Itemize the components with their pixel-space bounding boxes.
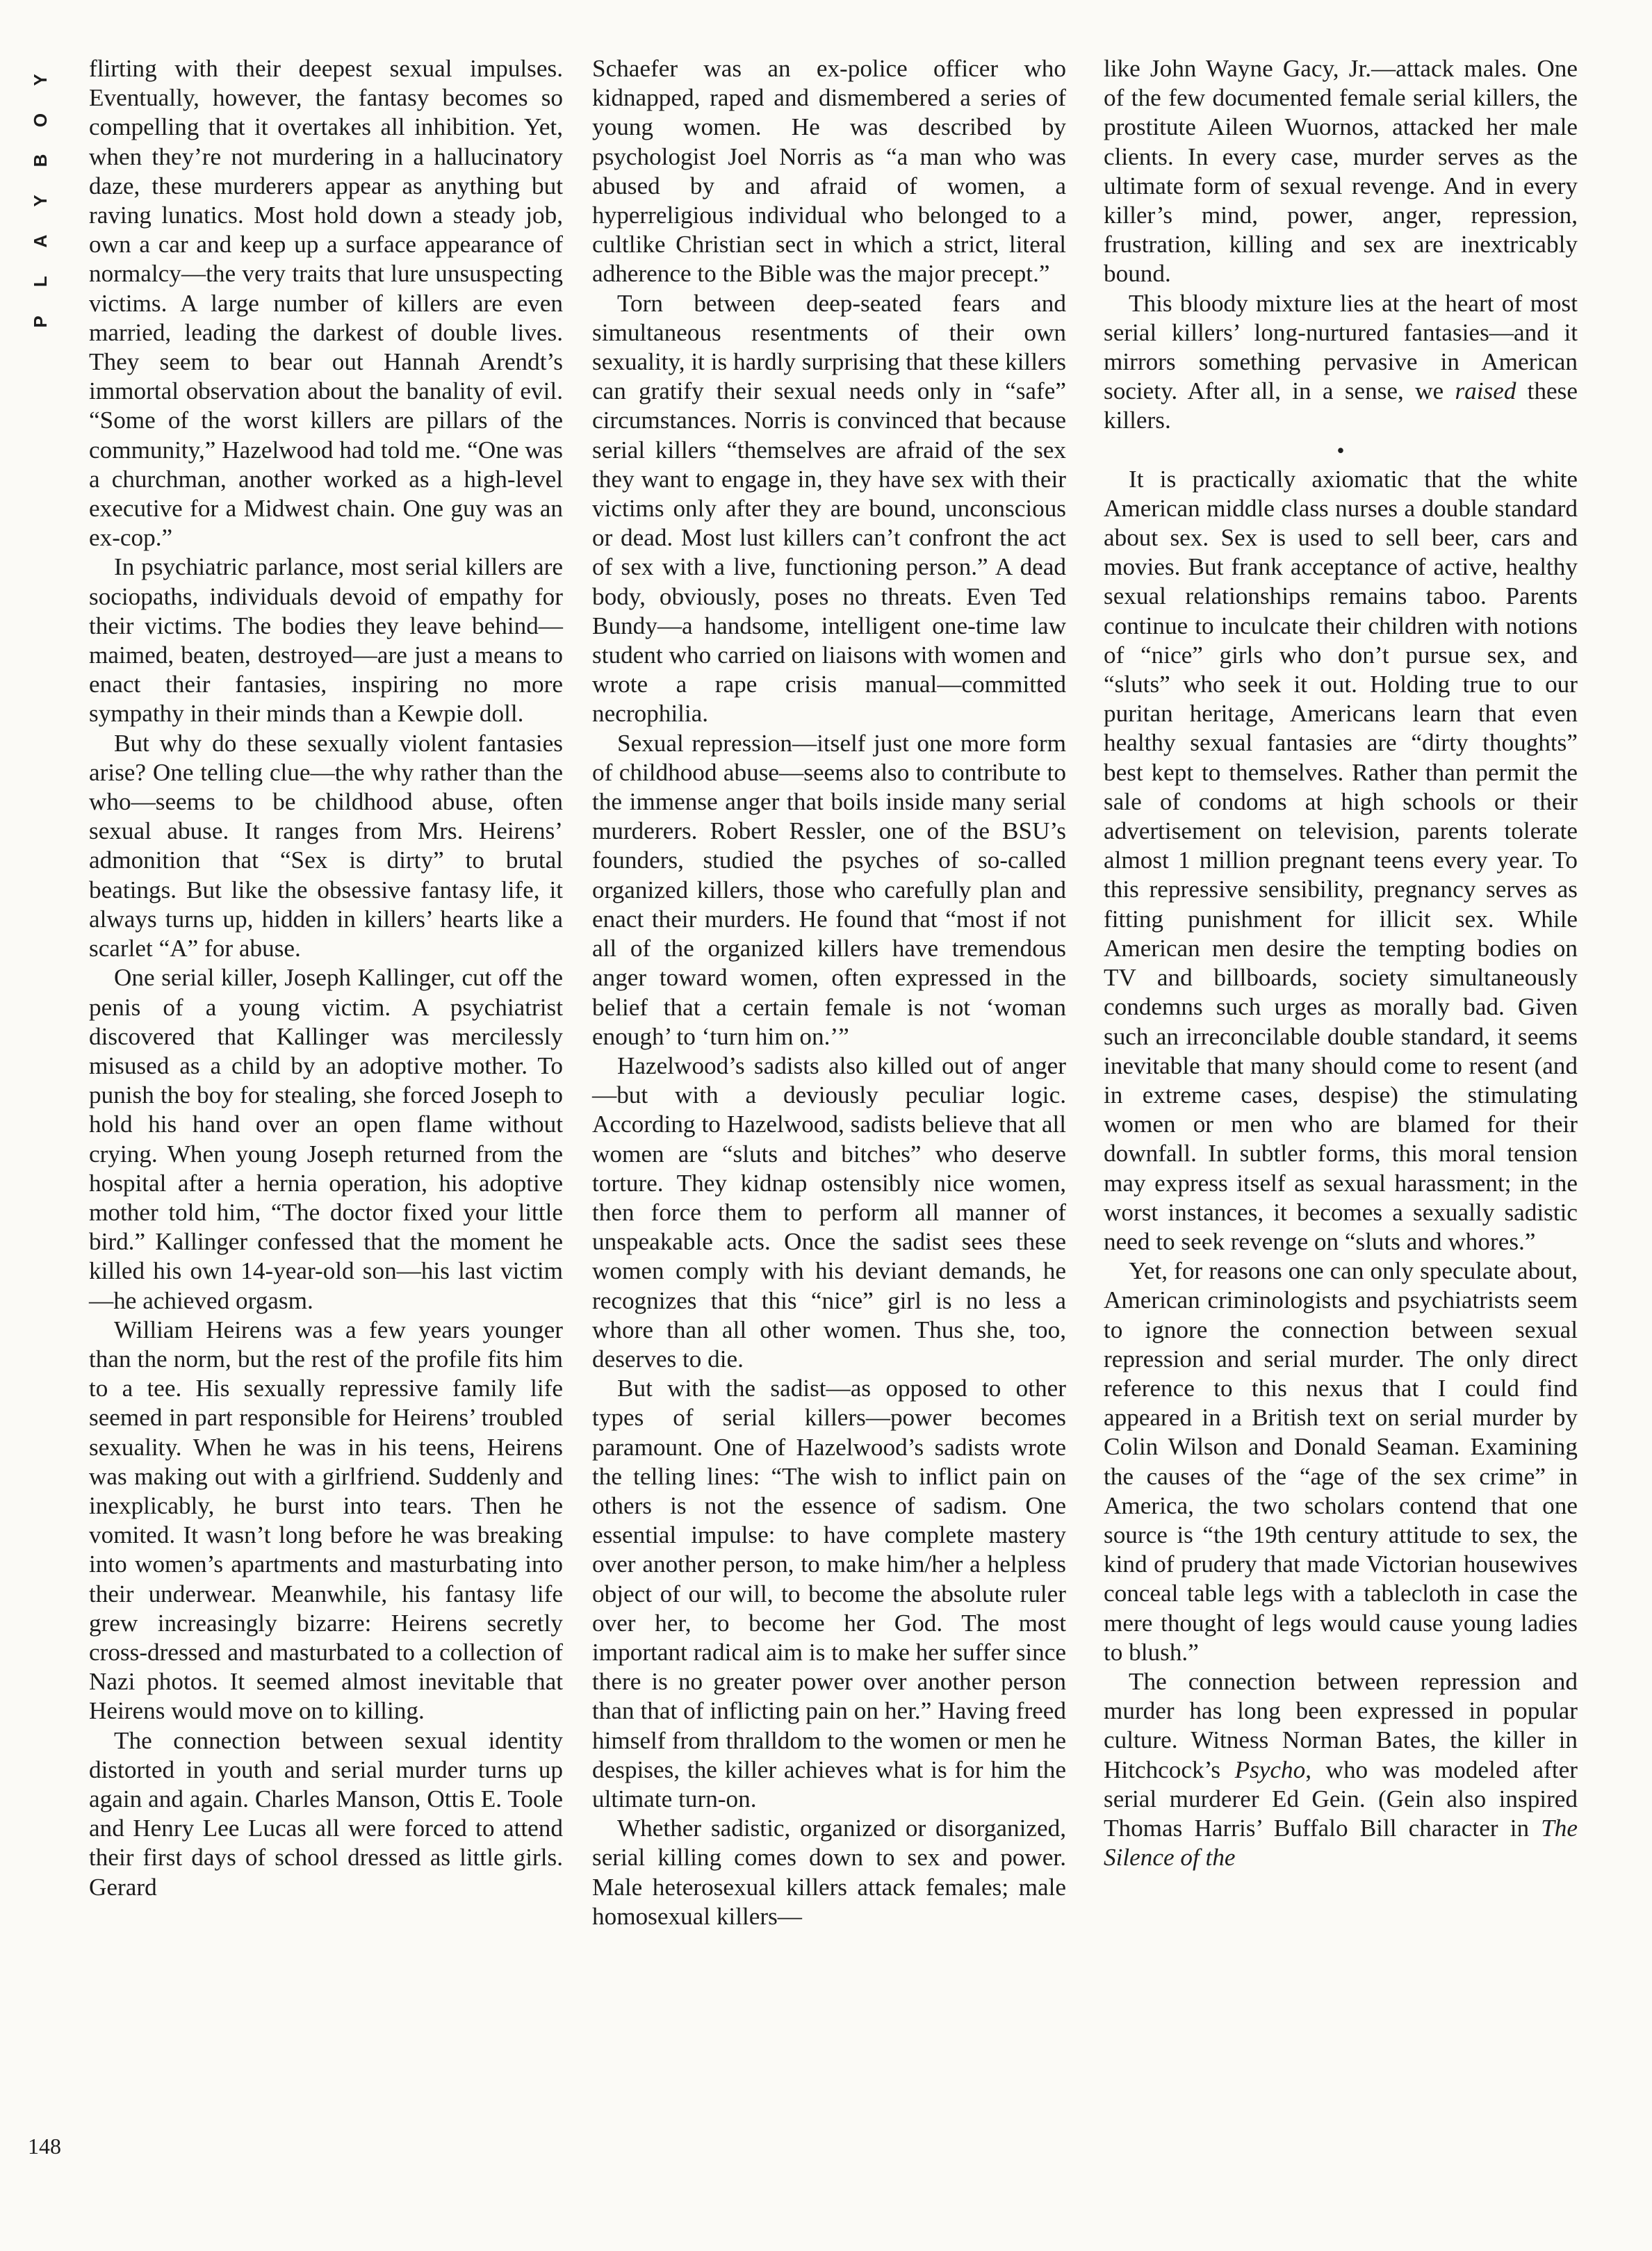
paragraph: Whether sadistic, organized or disorganized, serial killing comes down to sex and power. Male heterosexual killers attack females; male homosexual killers— [592,1815,1066,1930]
paragraph: One serial killer, Joseph Kallinger, cut off the penis of a young victim. A psychiatrist discovered that Kallinger was mercilessly misused as a child by an adoptive mother. To punish the boy for stealing, she forced Joseph to hold his hand over an open flame without crying. When young Joseph returned from the hospital after a hernia operation, his adoptive mother told him, “The doctor fixed your little bird.” Kallinger confessed that the moment he killed his own 14-year-old son—his last victim—he achieved orgasm. [89,964,563,1314]
paragraph: Hazelwood’s sadists also killed out of anger—but with a deviously peculiar logic. According to Hazelwood, sadists believe that all women are “sluts and bitches” who deserve torture. They kidnap ostensibly nice women, then force them to perform all manner of unspeakable acts. Once the sadist sees these women comply with his deviant demands, he recognizes that this “nice” girl is no less a whore than all other women. Thus she, too, deserves to die. [592,1051,1066,1373]
sidebar-letter: B [30,154,51,167]
paragraph: But why do these sexually violent fantasies arise? One telling clue—the why rather than the who—seems to be childhood abuse, often sexual abuse. It ranges from Mrs. Heirens’ admonition that “Sex is dirty” to brutal beatings. But like the obsessive fantasy life, it always turns up, hidden in killers’ hearts like a scarlet “A” for abuse. [89,729,563,963]
paragraph: Schaefer was an ex-police officer who kidnapped, raped and dismembered a series of young women. He was described by psychologist Joel Norris as “a man who was abused by and afraid of women, a hyperreligious individual who belonged to a cultlike Christian sect in which a strict, literal adherence to the Bible was the major precept.” [592,55,1066,288]
paragraph: Torn between deep-seated fears and simultaneous resentments of their own sexuality, it is hardly surprising that these killers can gratify their sexual needs only in “safe” circumstances. Norris is convinced that because serial killers “themselves are afraid of the sex they want to engage in, they have sex with their victims only after they are bound, unconscious or dead. Most lust killers can’t confront the act of sex with a live, functioning person.” A dead body, obviously, poses no threats. Even Ted Bundy—a handsome, intelligent one-time law student who carried on liaisons with women and wrote a rape crisis manual—committed necrophilia. [592,289,1066,728]
paragraph: But with the sadist—as opposed to other types of serial killers—power becomes paramount. One of Hazelwood’s sadists wrote the telling lines: “The wish to inflict pain on others is not the essence of sadism. One essential impulse: to have complete mastery over another person, to make him/her a helpless object of our will, to become the absolute ruler over her, to become her God. The most important radical aim is to make her suffer since there is no greater power over another person than that of inflicting pain on her.” Having freed himself from thralldom to the women or men he despises, the killer achieves what is for him the ultimate turn-on. [592,1375,1066,1812]
paragraph: Sexual repression—itself just one more form of childhood abuse—seems also to contribute to the immense anger that boils inside many serial murderers. Robert Ressler, one of the BSU’s founders, studied the psyches of so-called organized killers, those who carefully plan and enact their murders. He found that “most if not all of the organized killers have tremendous anger toward women, often expressed in the belief that a certain female is not ‘woman enough’ to ‘turn him on.’” [592,729,1066,1050]
sidebar-letter: A [30,234,51,248]
sidebar-letter: L [30,276,51,287]
text-column-3 [1104,54,1578,1872]
paragraph: In psychiatric parlance, most serial killers are sociopaths, individuals devoid of empathy for their victims. The bodies they leave behind—maimed, beaten, destroyed—are just a means to enact their fantasies, inspiring no more sympathy in their minds than a Kewpie doll. [89,553,563,728]
sidebar-letter: Y [30,74,51,86]
text-column-2 [592,54,1066,1931]
section-break: • [1336,437,1345,463]
magazine-sidebar [30,60,64,342]
paragraph: The connection between repression and murder has long been expressed in popular culture. Witness Norman Bates, the killer in Hitchcock’s Psycho, who was modeled after serial murderer Ed Gein. (Gein also inspired Thomas Harris’ Buffalo Bill character in The Silence of the [1104,1667,1578,1872]
paragraph: William Heirens was a few years younger than the norm, but the rest of the profile fits him to a tee. His sexually repressive family life seemed in part responsible for Heirens’ troubled sexuality. When he was in his teens, Heirens was making out with a girlfriend. Suddenly and inexplicably, he burst into tears. Then he vomited. It wasn’t long before he was breaking into women’s apartments and masturbating into their underwear. Meanwhile, his fantasy life grew increasingly bizarre: Heirens secretly cross-dressed and masturbated to a collection of Nazi photos. It seemed almost inevitable that Heirens would move on to killing. [89,1316,563,1725]
paragraph: like John Wayne Gacy, Jr.—attack males. One of the few documented female serial killers, the prostitute Aileen Wuornos, attacked her male clients. In every case, murder serves as the ultimate form of sexual revenge. And in every killer’s mind, power, anger, repression, frustration, killing and sex are inextricably bound. [1104,55,1578,288]
paragraph: This bloody mixture lies at the heart of most serial killers’ long-nurtured fantasies—and it mirrors something pervasive in American society. After all, in a sense, we raised these killers. [1104,289,1578,434]
paragraph: The connection between sexual identity distorted in youth and serial murder turns up again and again. Charles Manson, Ottis E. Toole and Henry Lee Lucas all were forced to attend their first days of school dressed as little girls. Gerard [89,1726,563,1901]
paragraph: flirting with their deepest sexual impulses. Eventually, however, the fantasy becomes so compelling that it overtakes all inhibition. Yet, when they’re not murdering in a hallucinatory daze, these murderers appear as anything but raving lunatics. Most hold down a steady job, own a car and keep up a surface appearance of normalcy—the very traits that lure unsuspecting victims. A large number of killers are even married, leading the darkest of double lives. They seem to bear out Hannah Arendt’s immortal observation about the banality of evil. “Some of the worst killers are pillars of the community,” Hazelwood had told me. “One was a churchman, another worked as a high-level executive for a Midwest chain. One guy was an ex-cop.” [89,55,563,552]
sidebar-letter: P [30,316,51,328]
page-number: 148 [28,2134,61,2159]
paragraph: It is practically axiomatic that the white American middle class nurses a double standard about sex. Sex is used to sell beer, cars and movies. But frank acceptance of active, healthy sexual relationships remains taboo. Parents continue to inculcate their children with notions of “nice” girls who don’t pursue sex, and “sluts” who seek it out. Holding true to our puritan heritage, Americans learn that even healthy sexual fantasies are “dirty thoughts” best kept to themselves. Rather than permit the sale of condoms at high schools or their advertisement on television, parents tolerate almost 1 million pregnant teens every year. To this repressive sensibility, pregnancy serves as fitting punishment for illicit sex. While American men desire the tempting bodies on TV and billboards, society simultaneously condemns such urges as morally bad. Given such an irreconcilable double standard, it seems inevitable that many should come to resent (and in extreme cases, despise) the stimulating women or men who are blamed for their downfall. In subtler forms, this moral tension may express itself as sexual harassment; in the worst instances, it becomes a sexually sadistic need to seek revenge on “sluts and whores.” [1104,465,1578,1255]
sidebar-letter: O [30,113,51,128]
sidebar-letter: Y [30,195,51,207]
paragraph: Yet, for reasons one can only speculate about, American criminologists and psychiatrists seem to ignore the connection between sexual repression and serial murder. The only direct reference to this nexus that I could find appeared in a British text on serial murder by Colin Wilson and Donald Seaman. Examining the causes of the “age of the sex crime” in America, the two scholars contend that one source is “the 19th century attitude to sex, the kind of prudery that made Victorian housewives conceal table legs with a tablecloth in case the mere thought of legs would cause young ladies to blush.” [1104,1257,1578,1666]
text-column-1 [89,54,563,1902]
